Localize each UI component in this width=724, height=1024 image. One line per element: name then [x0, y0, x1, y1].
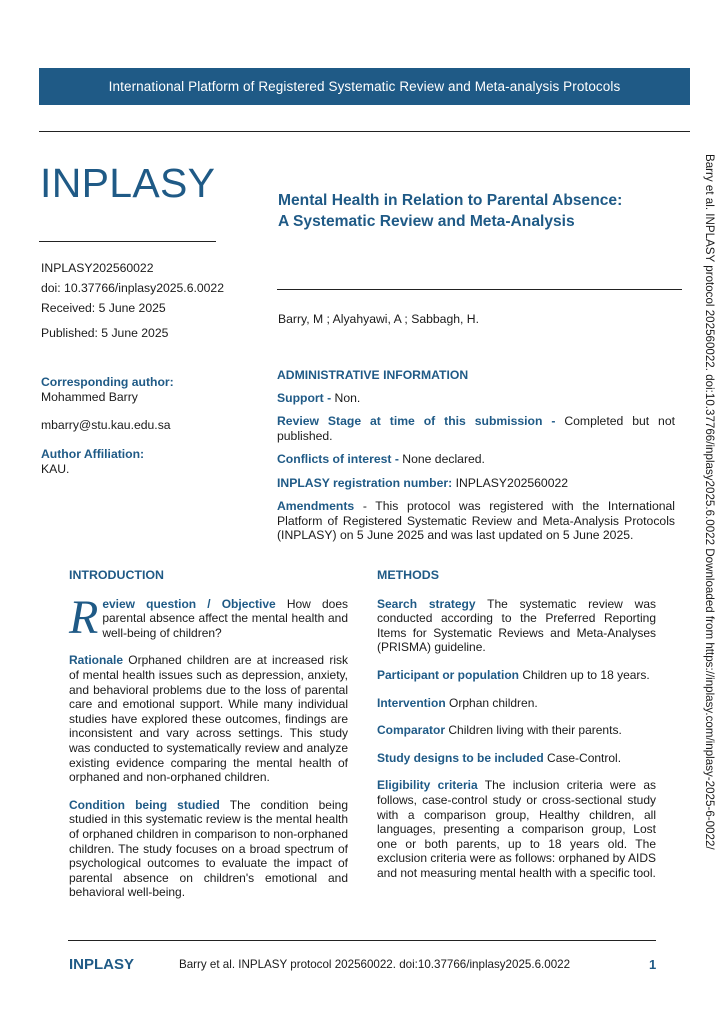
side-citation-vertical[interactable]: Barry et al. INPLASY protocol 202560022. doi:10.37766/inplasy2025.6.0022 Downloaded from https://inplasy.com/inplasy-2025-6-0022/ [703, 154, 716, 850]
top-divider [39, 131, 690, 132]
received-date: Received: 5 June 2025 [41, 301, 166, 315]
amendments-row [277, 499, 675, 543]
administrative-info [277, 368, 675, 552]
condition-text: The condition being studied in this systematic review is the mental health of orphaned children in comparison to non-orphaned children. The study focuses on a broad spectrum of psychological outcomes to evaluate the impact of parental absence on children's emotional and behavioral well-being. [69, 797, 348, 900]
conflicts-value: None declared. [402, 452, 485, 466]
search-strategy-paragraph [377, 597, 656, 655]
stage-label: Review Stage at time of this submission - [277, 414, 556, 428]
author-list: Barry, M ; Alyahyawi, A ; Sabbagh, H. [278, 312, 479, 326]
author-email[interactable]: mbarry@stu.kau.edu.sa [41, 418, 171, 432]
conflicts-label: Conflicts of interest - [277, 452, 399, 466]
affiliation-label: Author Affiliation: [41, 447, 145, 461]
search-strategy-label: Search strategy [377, 596, 476, 611]
rationale-text: Orphaned children are at increased risk of mental health issues such as depression, anxiety, and behavioral problems due to the loss of parental care and emotional support. While many individual studies have explored these outcomes, findings are inconsistent and vary across settings. This study was conducted to systematically review and analyze existing evidence comparing the mental health of orphaned and non-orphaned children. [69, 653, 348, 785]
review-question-label: eview question / Objective [102, 596, 276, 611]
methods-column [377, 568, 656, 894]
review-question-paragraph [69, 590, 348, 644]
support-row [277, 391, 675, 406]
header-banner [39, 68, 690, 105]
doi-line[interactable]: doi: 10.37766/inplasy2025.6.0022 [41, 281, 224, 295]
support-value: Non. [334, 390, 361, 405]
conflicts-row [277, 452, 675, 467]
published-date: Published: 5 June 2025 [41, 326, 169, 340]
eligibility-label: Eligibility criteria [377, 778, 478, 793]
support-label: Support - [277, 390, 332, 405]
page-number: 1 [649, 957, 657, 972]
footer-divider [68, 940, 656, 941]
protocol-id: INPLASY202560022 [41, 261, 154, 275]
intervention-text: Orphan children. [449, 695, 538, 710]
introduction-column [69, 568, 348, 913]
eligibility-paragraph [377, 778, 656, 880]
journal-logo-text: INPLASY [40, 160, 216, 206]
study-design-text: Case-Control. [547, 750, 622, 765]
methods-heading: METHODS [377, 568, 439, 582]
intervention-label: Intervention [377, 695, 446, 710]
title-line-2: A Systematic Review and Meta-Analysis [278, 213, 575, 230]
participant-paragraph [377, 668, 656, 683]
corresponding-author-name: Mohammed Barry [41, 390, 138, 404]
stage-row [277, 414, 675, 443]
footer-citation: Barry et al. INPLASY protocol 202560022. doi:10.37766/inplasy2025.6.0022 [179, 958, 571, 971]
study-design-label: Study designs to be included [377, 750, 544, 765]
condition-paragraph [69, 798, 348, 900]
registration-label: INPLASY registration number: [277, 475, 453, 490]
comparator-label: Comparator [377, 723, 446, 738]
intervention-paragraph [377, 696, 656, 711]
comparator-paragraph [377, 723, 656, 738]
search-strategy-text: The systematic review was conducted according to the Preferred Reporting Items for Systematic Reviews and Meta-Analyses (PRISMA) guideline. [377, 596, 657, 655]
registration-value: INPLASY202560022 [455, 475, 569, 490]
review-question-text: How does parental absence affect the mental health and well-being of children? [102, 596, 348, 640]
eligibility-text: The inclusion criteria were as follows, case-control study or cross-sectional study with a comparison group, Healthy children, all languages, presenting a comparison group, Lost one or both parents, up to 18 years old. The exclusion criteria were as follows: orphaned by AIDS and not measuring mental health with a specific tool. [377, 778, 656, 880]
banner-text: International Platform of Registered Systematic Review and Meta-analysis Protocols [108, 79, 621, 94]
comparator-text: Children living with their parents. [448, 723, 622, 738]
introduction-heading: INTRODUCTION [69, 568, 164, 582]
rationale-paragraph [69, 653, 348, 784]
stage-value: Completed but not published. [277, 414, 675, 443]
rationale-label: Rationale [69, 653, 124, 668]
amendments-label: Amendments [277, 499, 355, 513]
affiliation-value: KAU. [41, 462, 70, 476]
dropcap-letter: R [69, 590, 99, 644]
corresponding-author-label: Corresponding author: [41, 375, 174, 389]
logo-divider [39, 241, 216, 242]
admin-heading: ADMINISTRATIVE INFORMATION [277, 368, 469, 382]
condition-label: Condition being studied [69, 797, 220, 812]
registration-row [277, 476, 675, 491]
title-line-1: Mental Health in Relation to Parental Absence: [278, 192, 623, 209]
article-title [278, 190, 678, 232]
amendments-value: - This protocol was registered with the International Platform of Registered Systematic Review and Meta-Analysis Protocols (INPLASY) on 5 June 2025 and was last updated on 5 June 2025. [277, 499, 675, 542]
footer-brand: INPLASY [69, 956, 135, 973]
title-divider [277, 289, 682, 290]
participant-label: Participant or population [377, 667, 520, 682]
study-design-paragraph [377, 751, 656, 766]
participant-text: Children up to 18 years. [522, 667, 650, 682]
